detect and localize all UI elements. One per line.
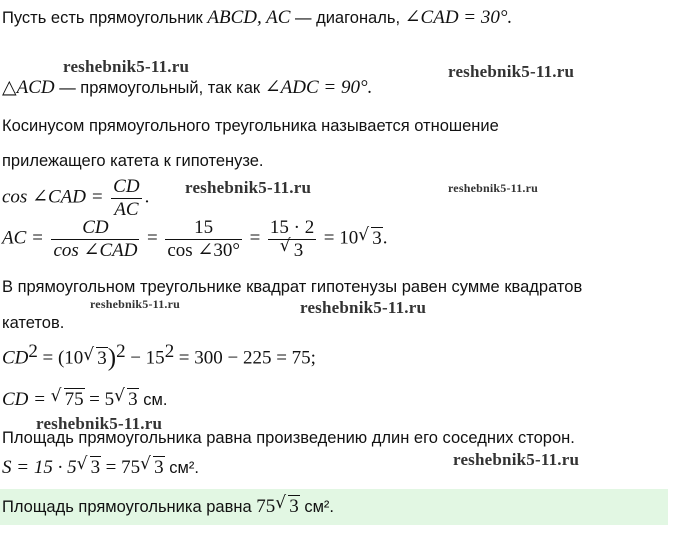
cos-lhs: cos ∠CAD = [2,186,104,208]
cd-lhs: CD = [2,389,46,410]
cd2-tail: = 300 − 225 = 75; [178,347,316,369]
answer-line [2,493,335,518]
cos-denominator: AC [114,198,139,220]
cd-eq: = 5 [89,389,115,410]
area-formula [2,454,199,479]
cd2-mid: = (10 [42,347,84,369]
watermark: reshebnik5-11.ru [300,298,427,317]
fraction-1-denominator: cos ∠CAD [53,239,138,261]
cd2-root: √ 3 [83,344,107,369]
cd2-close: ) [107,344,117,372]
cd2-lhs: CD [2,347,29,369]
fraction-1-numerator: CD [51,217,139,240]
angle-adc: ∠ADC = 90°. [264,77,373,98]
pythagoras-line-2: катетов. [2,314,65,332]
cosine-definition-line-1: Косинусом прямоугольного треугольника называется отношение [2,117,499,135]
ac-fraction-2 [165,217,242,262]
watermark: reshebnik5-11.ru [90,297,180,311]
watermark: reshebnik5-11.ru [36,414,163,433]
fraction-2-denominator: cos ∠30° [167,239,240,261]
ac-result-root: √ 3 [358,224,382,249]
angle-cad: ∠CAD = 30°. [404,7,513,28]
cd-root-3: √ 3 [114,386,138,410]
cos-end: . [144,186,150,208]
ac-end: . [382,227,388,249]
diagonal-text: — диагональ, [295,9,401,27]
ac-fraction-1 [51,217,139,262]
pythagoras-line-1: В прямоугольном треугольнике квадрат гипотенузы равен сумме квадратов [2,278,583,296]
watermark: reshebnik5-11.ru [448,62,575,81]
triangle-text: — прямоугольный, так как [59,79,261,97]
area-unit: см². [169,459,199,477]
area-eq: = 75 [105,457,141,478]
cd-root-75: √ 75 [50,386,84,410]
area-definition: Площадь прямоугольника равна произведению длин его соседних сторон. [2,429,575,447]
cosine-formula [2,176,149,221]
watermark: reshebnik5-11.ru [453,450,580,469]
area-lhs: S = 15 · 5 [2,457,77,478]
ac-result: = 10 [323,227,359,249]
answer-unit: см². [304,498,335,516]
ac-fraction-3 [268,217,316,262]
problem-statement-line [2,6,512,29]
watermark: reshebnik5-11.ru [448,181,538,195]
rectangle-names: ABCD, AC [207,7,291,28]
watermark: reshebnik5-11.ru [63,57,190,76]
watermark: reshebnik5-11.ru [185,178,312,197]
statement-text: Пусть есть прямоугольник [2,9,203,27]
answer-value: 75 [256,496,276,517]
triangle-acd: △ACD [2,77,55,98]
ac-formula: AC = $\frac{CD}{\text{cos ∠CAD}}$ = $\frac{15}{\cos \angle 30^\circ}$ = 15 · 2 √ 3 = 10 √ 3. [2,217,388,261]
fraction-3-numerator: 15 · 2 [269,217,315,238]
cos-numerator: CD [113,176,140,197]
triangle-line [2,76,372,99]
fraction-3-denominator: √ 3 [279,235,304,261]
fraction-2-numerator: 15 [165,217,242,240]
area-root-2: √ 3 [140,454,164,478]
cd2-rest: − 15 [130,347,165,369]
cd-formula [2,386,168,411]
ac-lhs: AC = [2,227,44,249]
cd-squared-formula: $CD^2 = (10$ √ $3)^2 - 15^2 = 300 - 225 = 75$; [2,341,316,372]
answer-root: √ 3 [275,493,299,517]
answer-text: Площадь прямоугольника равна [2,498,252,516]
cosine-definition-line-2: прилежащего катета к гипотенузе. [2,152,264,170]
cos-fraction [111,176,141,221]
area-root-1: √ 3 [76,454,101,478]
cd-unit: см. [143,391,168,409]
